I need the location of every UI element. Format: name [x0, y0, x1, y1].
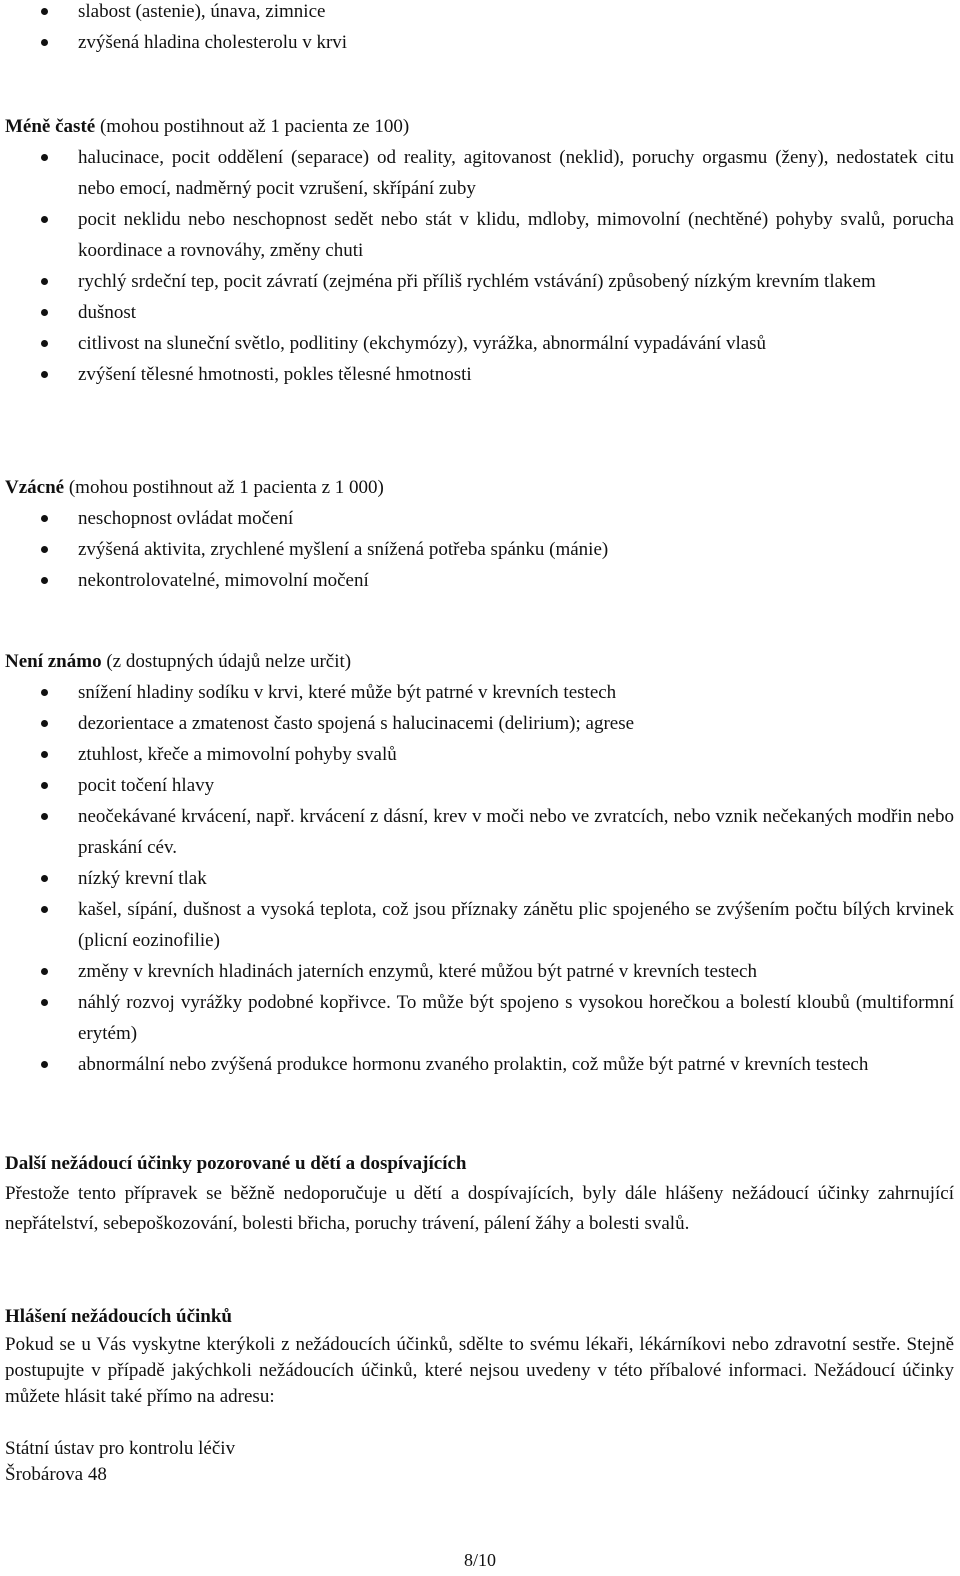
list-item: halucinace, pocit oddělení (separace) od reality, agitovanost (neklid), poruchy orgasmu (ženy), nedostatek citu nebo emocí, nadměrný pocit vzrušení, skřípání zuby	[0, 142, 960, 204]
rare-list	[0, 503, 960, 596]
list-item: nekontrolovatelné, mimovolní močení	[0, 565, 960, 596]
rare-section	[0, 472, 960, 596]
children-paragraph: Přestože tento přípravek se běžně nedoporučuje u dětí a dospívajících, byly dále hlášeny nežádoucí účinky zahrnující nepřátelství, sebepoškozování, bolesti břicha, poruchy trávení, pálení žáhy a bolesti svalů.	[5, 1183, 954, 1234]
address-line-1: Státní ústav pro kontrolu léčiv	[5, 1438, 236, 1459]
list-item: rychlý srdeční tep, pocit závratí (zejména při příliš rychlém vstávání) způsobený nízkým krevním tlakem	[0, 266, 960, 297]
list-item: zvýšená hladina cholesterolu v krvi	[0, 27, 960, 58]
top-list	[0, 0, 960, 58]
list-item: kašel, sípání, dušnost a vysoká teplota, což jsou příznaky zánětu plic spojeného se zvýšením počtu bílých krvinek (plicní eozinofilie)	[0, 894, 960, 956]
list-item: neočekávané krvácení, např. krvácení z dásní, krev v moči nebo ve zvratcích, nebo vznik nečekaných modřin nebo praskání cév.	[0, 801, 960, 863]
address-line-2: Šrobárova 48	[5, 1464, 107, 1485]
children-section	[0, 1148, 960, 1239]
section-heading	[0, 111, 960, 142]
frequency-label: Méně časté	[5, 116, 96, 137]
unknown-section	[0, 646, 960, 1080]
list-item: náhlý rozvoj vyrážky podobné kopřivce. To může být spojeno s vysokou horečkou a bolestí kloubů (multiformní erytém)	[0, 987, 960, 1049]
list-item: pocit točení hlavy	[0, 770, 960, 801]
list-item: dušnost	[0, 297, 960, 328]
frequency-label: Není známo	[5, 651, 102, 672]
reporting-paragraph: Pokud se u Vás vyskytne kterýkoli z nežádoucích účinků, sdělte to svému lékaři, lékárníkovi nebo zdravotní sestře. Stejně postupujte v případě jakýchkoli nežádoucích účinků, které nejsou uvedeny v této příbalové informaci. Nežádoucí účinky můžete hlásit také přímo na adresu:	[5, 1334, 954, 1407]
uncommon-list	[0, 142, 960, 390]
frequency-note: (z dostupných údajů nelze určit)	[101, 651, 352, 672]
list-item: ztuhlost, křeče a mimovolní pohyby svalů	[0, 739, 960, 770]
section-heading	[0, 646, 960, 677]
frequency-label: Vzácné	[5, 477, 65, 498]
list-item: neschopnost ovládat močení	[0, 503, 960, 534]
list-item: citlivost na sluneční světlo, podlitiny (ekchymózy), vyrážka, abnormální vypadávání vlasů	[0, 328, 960, 359]
children-heading: Další nežádoucí účinky pozorované u dětí a dospívajících	[5, 1153, 467, 1174]
uncommon-section	[0, 111, 960, 390]
list-item: snížení hladiny sodíku v krvi, které může být patrné v krevních testech	[0, 677, 960, 708]
frequency-note: (mohou postihnout až 1 pacienta z 1 000)	[64, 477, 384, 498]
frequency-note: (mohou postihnout až 1 pacienta ze 100)	[95, 116, 410, 137]
list-item: zvýšená aktivita, zrychlené myšlení a snížená potřeba spánku (mánie)	[0, 534, 960, 565]
list-item: pocit neklidu nebo neschopnost sedět nebo stát v klidu, mdloby, mimovolní (nechtěné) pohyby svalů, porucha koordinace a rovnováhy, změny chuti	[0, 204, 960, 266]
section-heading	[0, 472, 960, 503]
reporting-heading: Hlášení nežádoucích účinků	[5, 1306, 232, 1327]
reporting-section	[0, 1301, 960, 1488]
list-item: slabost (astenie), únava, zimnice	[0, 0, 960, 27]
unknown-list	[0, 677, 960, 1080]
list-item: změny v krevních hladinách jaterních enzymů, které můžou být patrné v krevních testech	[0, 956, 960, 987]
list-item: dezorientace a zmatenost často spojená s halucinacemi (delirium); agrese	[0, 708, 960, 739]
list-item: abnormální nebo zvýšená produkce hormonu zvaného prolaktin, což může být patrné v krevních testech	[0, 1049, 960, 1080]
top-list-section	[0, 0, 960, 58]
page-number: 8/10	[463, 1550, 496, 1570]
list-item: nízký krevní tlak	[0, 863, 960, 894]
list-item: zvýšení tělesné hmotnosti, pokles tělesné hmotnosti	[0, 359, 960, 390]
